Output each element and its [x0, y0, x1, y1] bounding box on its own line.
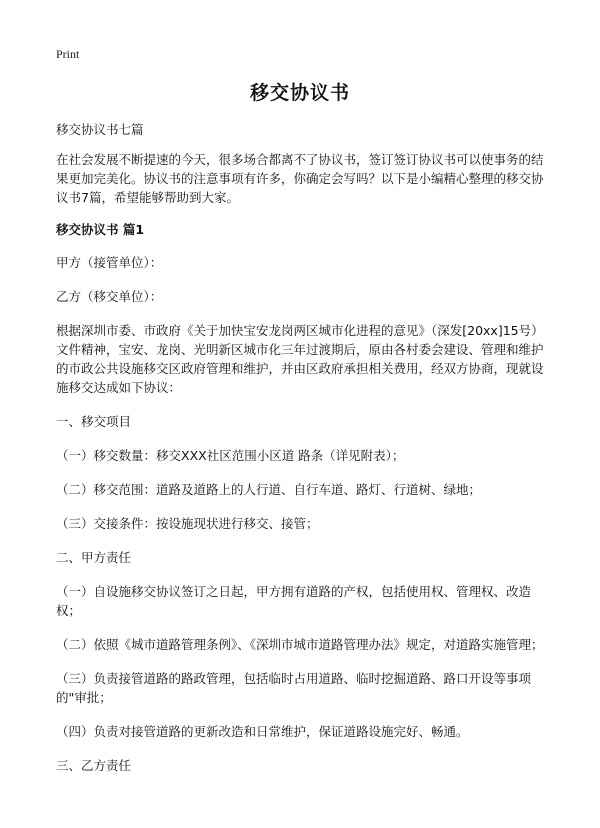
item2-2: （二）依照《城市道路管理条例》、《深圳市城市道路管理办法》规定，对道路实施管理； [56, 637, 544, 652]
intro-paragraph: 在社会发展不断提速的今天，很多场合都离不了协议书，签订签订协议书可以使事务的结果更加完美化。协议书的注意事项有许多，你确定会写吗？以下是小编精心整理的移交协议书7篇，希望能够帮助到大家。 [56, 152, 544, 205]
item1-heading: 一、移交项目 [56, 414, 132, 429]
item2-1: （一）自设施移交协议签订之日起，甲方拥有道路的产权，包括使用权、管理权、改造权； [56, 584, 532, 618]
document-body [56, 120, 548, 790]
party-b-line: 乙方（移交单位）： [56, 289, 163, 304]
item2-heading: 二、甲方责任 [56, 550, 132, 565]
item2-3: （三）负责接管道路的路政管理，包括临时占用道路、临时挖掘道路、路口开设等事项的"审批； [56, 671, 532, 705]
item2-4: （四）负责对接管道路的更新改造和日常维护，保证道路设施完好、畅通。 [56, 724, 469, 739]
section-heading: 移交协议书 篇1 [56, 222, 145, 237]
document-subtitle: 移交协议书七篇 [56, 122, 144, 137]
party-a-line: 甲方（接管单位）： [56, 255, 163, 270]
item1-3: （三）交接条件：按设施现状进行移交、接管； [56, 516, 319, 531]
item3-heading: 三、乙方责任 [56, 758, 132, 773]
item1-2: （二）移交范围：道路及道路上的人行道、自行车道、路灯、行道树、绿地； [56, 482, 482, 497]
item1-1: （一）移交数量：移交XXX社区范围小区道 路条（详见附表）； [56, 448, 405, 463]
print-link[interactable]: Print [56, 47, 80, 61]
basis-paragraph: 根据深圳市委、市政府《关于加快宝安龙岗两区城市化进程的意见》（深发[20xx]15号）文件精神，宝安、龙岗、光明新区城市化三年过渡期后，原由各村委会建设、管理和维护的市政公共设施移交区政府管理和维护，并由区政府承担相关费用，经双方协商，现就设施移交达成如下协议： [56, 323, 544, 395]
document-title: 移交协议书 [249, 82, 350, 104]
